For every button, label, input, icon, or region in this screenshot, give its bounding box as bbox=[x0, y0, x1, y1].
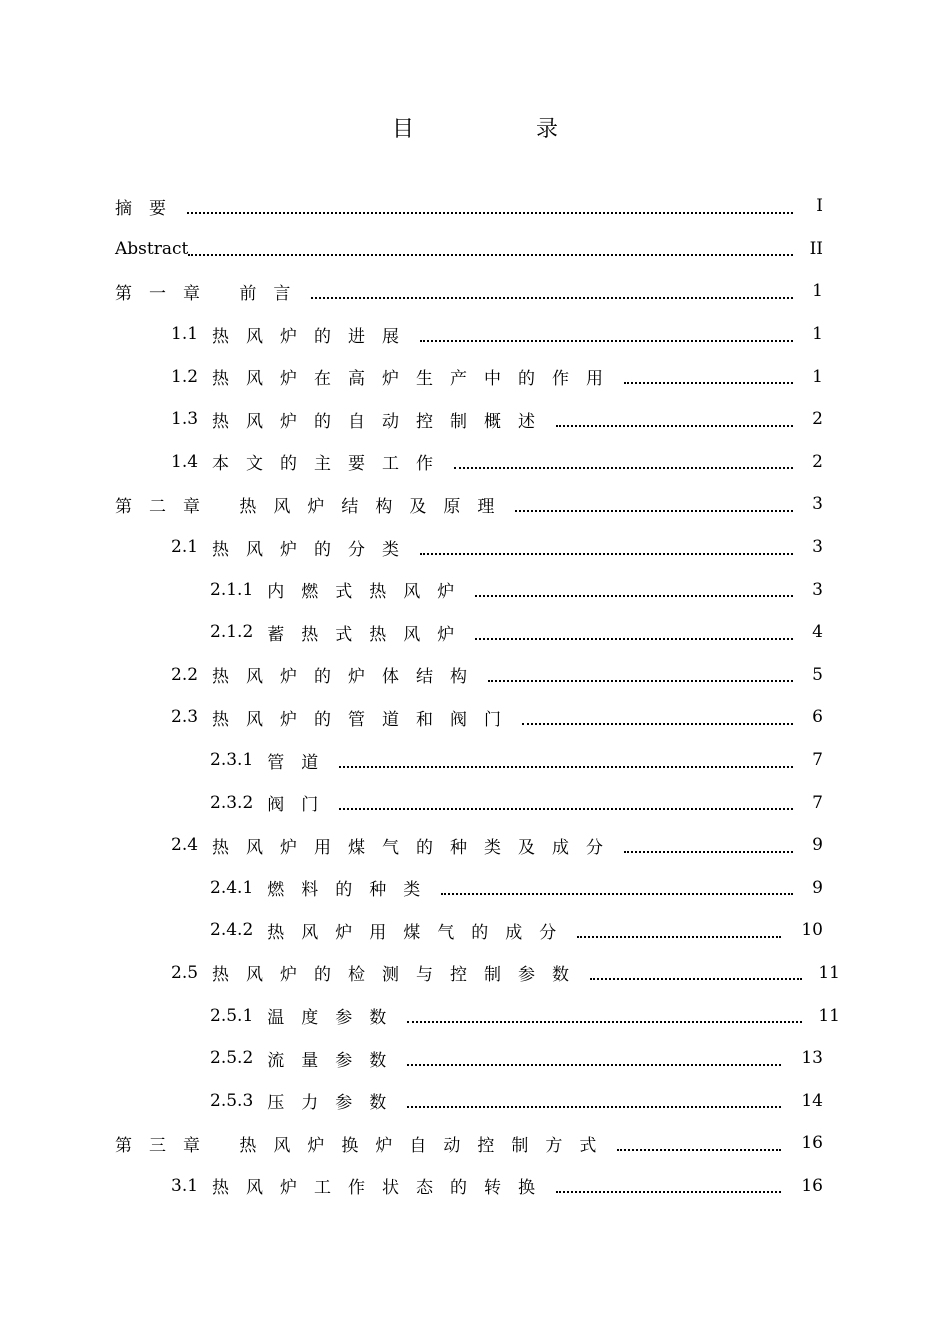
toc-entry-page-number: 3 bbox=[812, 579, 823, 600]
toc-entry-page-number: 1 bbox=[812, 281, 823, 302]
toc-entry-number: 3.1 bbox=[171, 1175, 199, 1196]
toc-entry[interactable] bbox=[115, 909, 840, 952]
toc-entry-page-number: II bbox=[809, 238, 823, 259]
toc-entry-page-number: 5 bbox=[812, 664, 823, 685]
toc-entry-page-number: 1 bbox=[812, 324, 823, 345]
toc-entry-label: 热风炉的自动控制概述 bbox=[212, 411, 553, 432]
toc-entry-number: 2.5.1 bbox=[210, 1005, 254, 1026]
dot-leader bbox=[407, 1020, 802, 1023]
toc-entry-number: 2.5.3 bbox=[210, 1090, 254, 1111]
toc-entry-page-number: 2 bbox=[812, 451, 823, 472]
toc-entry-label: 阀门 bbox=[267, 795, 336, 816]
toc-entry[interactable] bbox=[115, 228, 840, 271]
toc-entry[interactable] bbox=[115, 355, 840, 398]
toc-entry-label: 蓄热式热风炉 bbox=[267, 624, 472, 645]
dot-leader bbox=[339, 765, 793, 768]
toc-entry-label: 温度参数 bbox=[267, 1008, 404, 1029]
toc-entry-number: 2.4.2 bbox=[210, 920, 254, 941]
toc-entry-page-number: 1 bbox=[812, 366, 823, 387]
toc-entry-page-number: 3 bbox=[812, 494, 823, 515]
toc-entry[interactable] bbox=[115, 952, 840, 995]
toc-entry-number: 2.1 bbox=[171, 537, 199, 558]
dot-leader bbox=[339, 807, 793, 810]
toc-entry[interactable] bbox=[115, 270, 840, 313]
toc-entry[interactable] bbox=[115, 313, 840, 356]
toc-entry-label: 摘要 bbox=[115, 198, 183, 219]
dot-leader bbox=[475, 637, 793, 640]
toc-entry-label: 第三章 热风炉换炉自动控制方式 bbox=[115, 1135, 614, 1156]
toc-entry-number: 1.2 bbox=[171, 366, 199, 387]
toc-entry-number: 2.5.2 bbox=[210, 1048, 254, 1069]
toc-entry-number: 2.3 bbox=[171, 707, 199, 728]
toc-entry-page-number: 11 bbox=[818, 962, 840, 983]
toc-entry-number: 2.1.1 bbox=[210, 579, 254, 600]
toc-entry[interactable] bbox=[115, 654, 840, 697]
toc-entry-label: 第二章 热风炉结构及原理 bbox=[115, 496, 512, 517]
dot-leader bbox=[617, 1148, 781, 1151]
toc-entry-number: 2.3.2 bbox=[210, 792, 254, 813]
dot-leader bbox=[624, 850, 793, 853]
toc-entry[interactable] bbox=[115, 739, 840, 782]
toc-entry-number: 2.3.1 bbox=[210, 750, 254, 771]
toc-entry[interactable] bbox=[115, 994, 840, 1037]
toc-entry-page-number: 10 bbox=[801, 920, 823, 941]
toc-entry-number: 1.4 bbox=[171, 451, 199, 472]
toc-entry-number: 2.4 bbox=[171, 835, 199, 856]
page-title: 目 录 bbox=[391, 117, 608, 142]
toc-entry-page-number: 2 bbox=[812, 409, 823, 430]
dot-leader bbox=[311, 296, 793, 299]
toc-entry-page-number: 6 bbox=[812, 707, 823, 728]
toc-entry-label: 内燃式热风炉 bbox=[267, 582, 472, 603]
toc-entry[interactable] bbox=[115, 1122, 840, 1165]
dot-leader bbox=[187, 211, 793, 214]
toc-entry-label: 热风炉的炉体结构 bbox=[212, 667, 485, 688]
dot-leader bbox=[407, 1063, 781, 1066]
toc-entry-number: 1.1 bbox=[171, 324, 199, 345]
toc-entry[interactable] bbox=[115, 526, 840, 569]
toc-entry-label: 本文的主要工作 bbox=[212, 454, 451, 475]
toc-entry-label: 流量参数 bbox=[267, 1050, 404, 1071]
toc-entry-number: 1.3 bbox=[171, 409, 199, 430]
toc-entry[interactable] bbox=[115, 1165, 840, 1208]
toc-entry-label: 第一章 前言 bbox=[115, 283, 308, 304]
toc-entry-label: 管道 bbox=[267, 752, 336, 773]
toc-entry[interactable] bbox=[115, 398, 840, 441]
dot-leader bbox=[590, 977, 802, 980]
toc-entry-label: 热风炉工作状态的转换 bbox=[212, 1178, 553, 1199]
toc-entry[interactable] bbox=[115, 867, 840, 910]
toc-entry-label: Abstract bbox=[115, 238, 189, 259]
toc-entry-page-number: 3 bbox=[812, 537, 823, 558]
toc-entry-page-number: 4 bbox=[812, 622, 823, 643]
toc-entry[interactable] bbox=[115, 824, 840, 867]
toc-entry-page-number: 11 bbox=[818, 1005, 840, 1026]
dot-leader bbox=[420, 339, 793, 342]
toc-entry-page-number: 7 bbox=[812, 750, 823, 771]
dot-leader bbox=[577, 935, 781, 938]
dot-leader bbox=[488, 679, 793, 682]
dot-leader bbox=[454, 466, 793, 469]
toc-entry-page-number: I bbox=[816, 196, 823, 217]
dot-leader bbox=[441, 892, 793, 895]
toc-entry-page-number: 7 bbox=[812, 792, 823, 813]
toc-entry-page-number: 9 bbox=[812, 877, 823, 898]
toc-entry[interactable] bbox=[115, 696, 840, 739]
dot-leader bbox=[420, 552, 793, 555]
toc-entry-label: 热风炉用煤气的种类及成分 bbox=[212, 837, 621, 858]
toc-entry[interactable] bbox=[115, 1079, 840, 1122]
toc-entry-page-number: 16 bbox=[801, 1133, 823, 1154]
table-of-contents bbox=[115, 185, 840, 1207]
toc-entry[interactable] bbox=[115, 568, 840, 611]
toc-entry-number: 2.5 bbox=[171, 962, 199, 983]
toc-entry-number: 2.2 bbox=[171, 664, 199, 685]
toc-entry[interactable] bbox=[115, 611, 840, 654]
toc-entry-label: 压力参数 bbox=[267, 1093, 404, 1114]
toc-entry-page-number: 16 bbox=[801, 1175, 823, 1196]
toc-entry-label: 热风炉的进展 bbox=[212, 326, 417, 347]
toc-entry-page-number: 9 bbox=[812, 835, 823, 856]
toc-entry-label: 热风炉在高炉生产中的作用 bbox=[212, 369, 621, 390]
toc-entry[interactable] bbox=[115, 483, 840, 526]
dot-leader bbox=[188, 253, 793, 256]
toc-entry[interactable] bbox=[115, 441, 840, 484]
dot-leader bbox=[624, 381, 793, 384]
toc-entry-label: 热风炉的管道和阀门 bbox=[212, 709, 519, 730]
toc-entry-label: 热风炉用煤气的成分 bbox=[267, 922, 574, 943]
toc-entry-number: 2.1.2 bbox=[210, 622, 254, 643]
toc-entry-page-number: 13 bbox=[801, 1048, 823, 1069]
toc-entry-label: 热风炉的检测与控制参数 bbox=[212, 965, 587, 986]
toc-entry[interactable] bbox=[115, 781, 840, 824]
toc-entry-label: 燃料的种类 bbox=[267, 880, 438, 901]
dot-leader bbox=[522, 722, 793, 725]
dot-leader bbox=[475, 594, 793, 597]
toc-entry-label: 热风炉的分类 bbox=[212, 539, 417, 560]
dot-leader bbox=[556, 1190, 781, 1193]
dot-leader bbox=[407, 1105, 781, 1108]
dot-leader bbox=[515, 509, 793, 512]
toc-entry-number: 2.4.1 bbox=[210, 877, 254, 898]
dot-leader bbox=[556, 424, 793, 427]
toc-entry-page-number: 14 bbox=[801, 1090, 823, 1111]
toc-entry[interactable] bbox=[115, 1037, 840, 1080]
toc-entry[interactable] bbox=[115, 185, 840, 228]
